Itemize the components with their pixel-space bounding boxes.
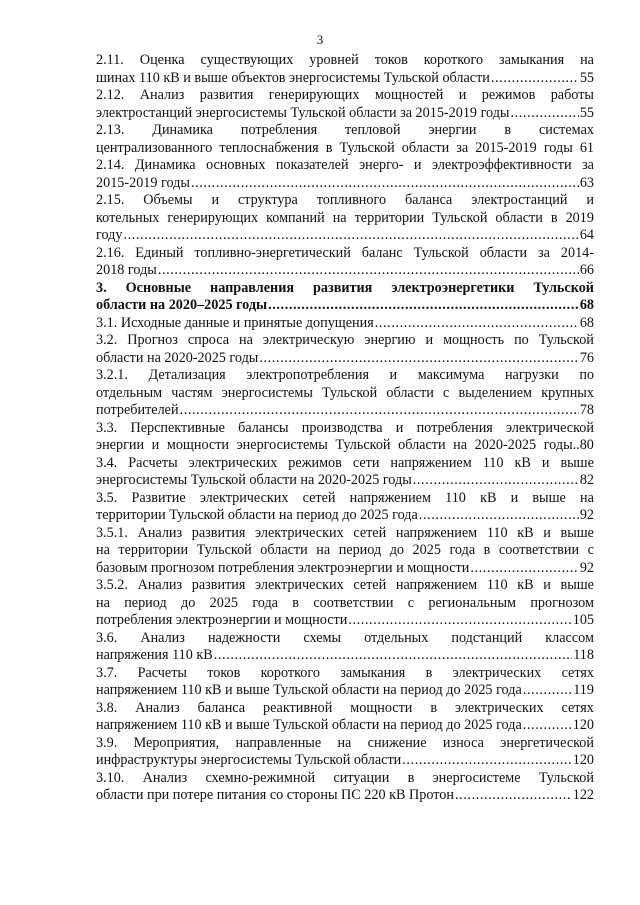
toc-entry-line: 3. Основные направления развития электроэнергетики Тульской [96, 279, 594, 296]
dot-leader [491, 70, 579, 88]
dot-leader [510, 105, 578, 123]
toc-entry-text: территории Тульской области на период до 2025 года [96, 507, 418, 523]
toc-entry-page: 119 [573, 682, 594, 698]
toc-entry-line: на период до 2025 года в соответствии с региональным прогнозом [96, 594, 594, 611]
toc-entry-text: 2018 годы [96, 262, 157, 278]
toc-entry-line: централизованного теплоснабжения в Тульской области за 2015-2019 годы 61 [96, 139, 594, 156]
dot-leader [259, 350, 578, 368]
toc-entry [96, 630, 594, 665]
toc-entry-page: 66 [579, 262, 594, 278]
toc-entry-line: 2.13. Динамика потребления тепловой энергии в системах [96, 122, 594, 138]
dot-leader [523, 717, 572, 735]
toc-entry-text: 2015-2019 годы [96, 174, 190, 191]
toc-entry [96, 280, 594, 315]
toc-entry-text: энергосистемы Тульской области на 2020-2025 годы [96, 472, 412, 488]
toc-entry [96, 52, 594, 87]
toc-entry-line: 2.12. Анализ развития генерирующих мощностей и режимов работы [96, 87, 594, 103]
toc-entry-line: 3.7. Расчеты токов короткого замыкания в электрических сетях [96, 664, 594, 681]
dot-leader [348, 612, 571, 630]
toc-entry-text: потребителей [96, 402, 179, 418]
toc-entry-text: области при потере питания со стороны ПС 220 кВ Протон [96, 787, 454, 803]
toc-entry-page: 68 [579, 297, 594, 313]
dot-leader [214, 647, 572, 665]
toc-entry-last-line [96, 647, 594, 665]
dot-leader [455, 787, 572, 805]
toc-entry-line: энергии и мощности энергосистемы Тульской области на 2020-2025 годы..80 [96, 437, 594, 453]
toc-entry-page: 92 [579, 559, 594, 576]
toc-entry-line: на территории Тульской области на период до 2025 года в соответствии с [96, 542, 594, 558]
toc-entry-text: потребления электроэнергии и мощности [96, 612, 348, 628]
toc-entry [96, 245, 594, 280]
toc-entry [96, 367, 594, 420]
toc-entry-last-line [96, 175, 594, 193]
toc-entry-text: напряжения 110 кВ [96, 647, 213, 663]
dot-leader [268, 297, 579, 315]
toc-entry [96, 157, 594, 192]
toc-entry [96, 122, 594, 157]
dot-leader [419, 507, 579, 525]
dot-leader [523, 682, 572, 700]
dot-leader [158, 262, 579, 280]
toc-entry [96, 455, 594, 490]
toc-entry [96, 332, 594, 367]
toc-entry-text: электростанций энергосистемы Тульской области за 2015-2019 годы [96, 104, 510, 121]
toc-entry-last-line [96, 472, 594, 490]
toc-entry-page: 78 [579, 402, 594, 418]
toc-entry-text: напряжением 110 кВ и выше Тульской области на период до 2025 года [96, 717, 522, 733]
dot-leader [123, 227, 578, 245]
toc-entry-page: 120 [572, 752, 594, 768]
toc-entry-page: 68 [579, 314, 594, 331]
toc-entry-last-line [96, 560, 594, 578]
toc-entry-text: инфраструктуры энергосистемы Тульской области [96, 752, 402, 768]
toc-entry-line: 3.5.1. Анализ развития электрических сетей напряжением 110 кВ и выше [96, 524, 594, 541]
toc-entry-last-line [96, 682, 594, 700]
dot-leader [402, 752, 571, 770]
toc-entry-line: 3.4. Расчеты электрических режимов сети напряжением 110 кВ и выше [96, 454, 594, 471]
toc-entry-last-line [96, 227, 594, 245]
toc-entry-last-line [96, 507, 594, 525]
toc-entry [96, 87, 594, 122]
toc-entry [96, 420, 594, 455]
toc-entry-text: области на 2020–2025 годы [96, 297, 268, 313]
dot-leader [180, 402, 579, 420]
toc-entry [96, 577, 594, 630]
toc-entry-line: 2.16. Единый топливно-энергетический баланс Тульской области за 2014- [96, 244, 594, 261]
toc-entry-last-line [96, 752, 594, 770]
toc-entry-line: 3.5. Развитие электрических сетей напряжением 110 кВ и выше на [96, 489, 594, 506]
toc-entry [96, 525, 594, 578]
toc-entry-last-line [96, 612, 594, 630]
toc-entry [96, 770, 594, 805]
toc-entry-page: 76 [579, 349, 594, 366]
toc-entry-page: 55 [579, 104, 594, 121]
toc-entry-last-line [96, 787, 594, 805]
toc-entry-page: 118 [573, 647, 594, 663]
toc-entry [96, 490, 594, 525]
toc-entry-last-line [96, 717, 594, 735]
toc-entry-last-line [96, 350, 594, 368]
toc-entry-line: 2.14. Динамика основных показателей энерго- и электроэффективности за [96, 157, 594, 173]
toc-entry-text: 3.1. Исходные данные и принятые допущения [96, 314, 374, 331]
toc-entry-last-line [96, 297, 594, 315]
toc-entry-text: напряжением 110 кВ и выше Тульской области на период до 2025 года [96, 682, 522, 698]
toc-entry [96, 315, 594, 333]
toc-entry-page: 63 [579, 174, 594, 191]
toc-entry [96, 700, 594, 735]
dot-leader [413, 472, 579, 490]
toc-entry-line: отдельным частям энергосистемы Тульской области с выделением крупных [96, 384, 594, 401]
toc-entry-line: 3.9. Мероприятия, направленные на снижение износа энергетической [96, 734, 594, 751]
toc-entry-line: 3.6. Анализ надежности схемы отдельных подстанций классом [96, 629, 594, 646]
toc-entry-page: 92 [579, 507, 594, 523]
table-of-contents [96, 52, 594, 805]
toc-entry-last-line [96, 315, 594, 333]
toc-entry-last-line [96, 262, 594, 280]
toc-entry-last-line [96, 105, 594, 123]
toc-entry-text: области на 2020-2025 годы [96, 349, 259, 366]
toc-entry-page: 105 [572, 612, 594, 628]
toc-entry-line: 3.8. Анализ баланса реактивной мощности в электрических сетях [96, 699, 594, 716]
toc-entry-line: 3.2.1. Детализация электропотребления и максимума нагрузки по [96, 367, 594, 383]
toc-entry-text: базовым прогнозом потребления электроэнергии и мощности [96, 559, 470, 576]
toc-entry-page: 120 [572, 717, 594, 733]
toc-entry-line: 2.11. Оценка существующих уровней токов короткого замыкания на [96, 52, 594, 68]
toc-entry [96, 735, 594, 770]
toc-entry-line: 3.10. Анализ схемно-режимной ситуации в энергосистеме Тульской [96, 769, 594, 786]
toc-entry-line: 3.2. Прогноз спроса на электрическую энергию и мощность по Тульской [96, 332, 594, 348]
toc-entry-page: 64 [579, 227, 594, 243]
toc-entry-page: 82 [579, 472, 594, 488]
toc-entry-text: шинах 110 кВ и выше объектов энергосистемы Тульской области [96, 69, 490, 86]
toc-entry-last-line [96, 70, 594, 88]
toc-entry-text: году [96, 227, 123, 243]
toc-entry-page: 122 [572, 787, 594, 803]
dot-leader [191, 175, 579, 193]
toc-entry-page: 55 [579, 69, 594, 86]
toc-entry-line: 3.3. Перспективные балансы производства и потребления электрической [96, 419, 594, 436]
dot-leader [375, 315, 579, 333]
toc-entry [96, 665, 594, 700]
toc-entry-line: 3.5.2. Анализ развития электрических сетей напряжением 110 кВ и выше [96, 577, 594, 593]
toc-entry [96, 192, 594, 245]
toc-entry-last-line [96, 402, 594, 420]
dot-leader [470, 560, 578, 578]
page-number: 3 [316, 32, 324, 47]
toc-entry-line: котельных генерирующих компаний на территории Тульской области в 2019 [96, 209, 594, 226]
toc-entry-line: 2.15. Объемы и структура топливного баланса электростанций и [96, 192, 594, 208]
